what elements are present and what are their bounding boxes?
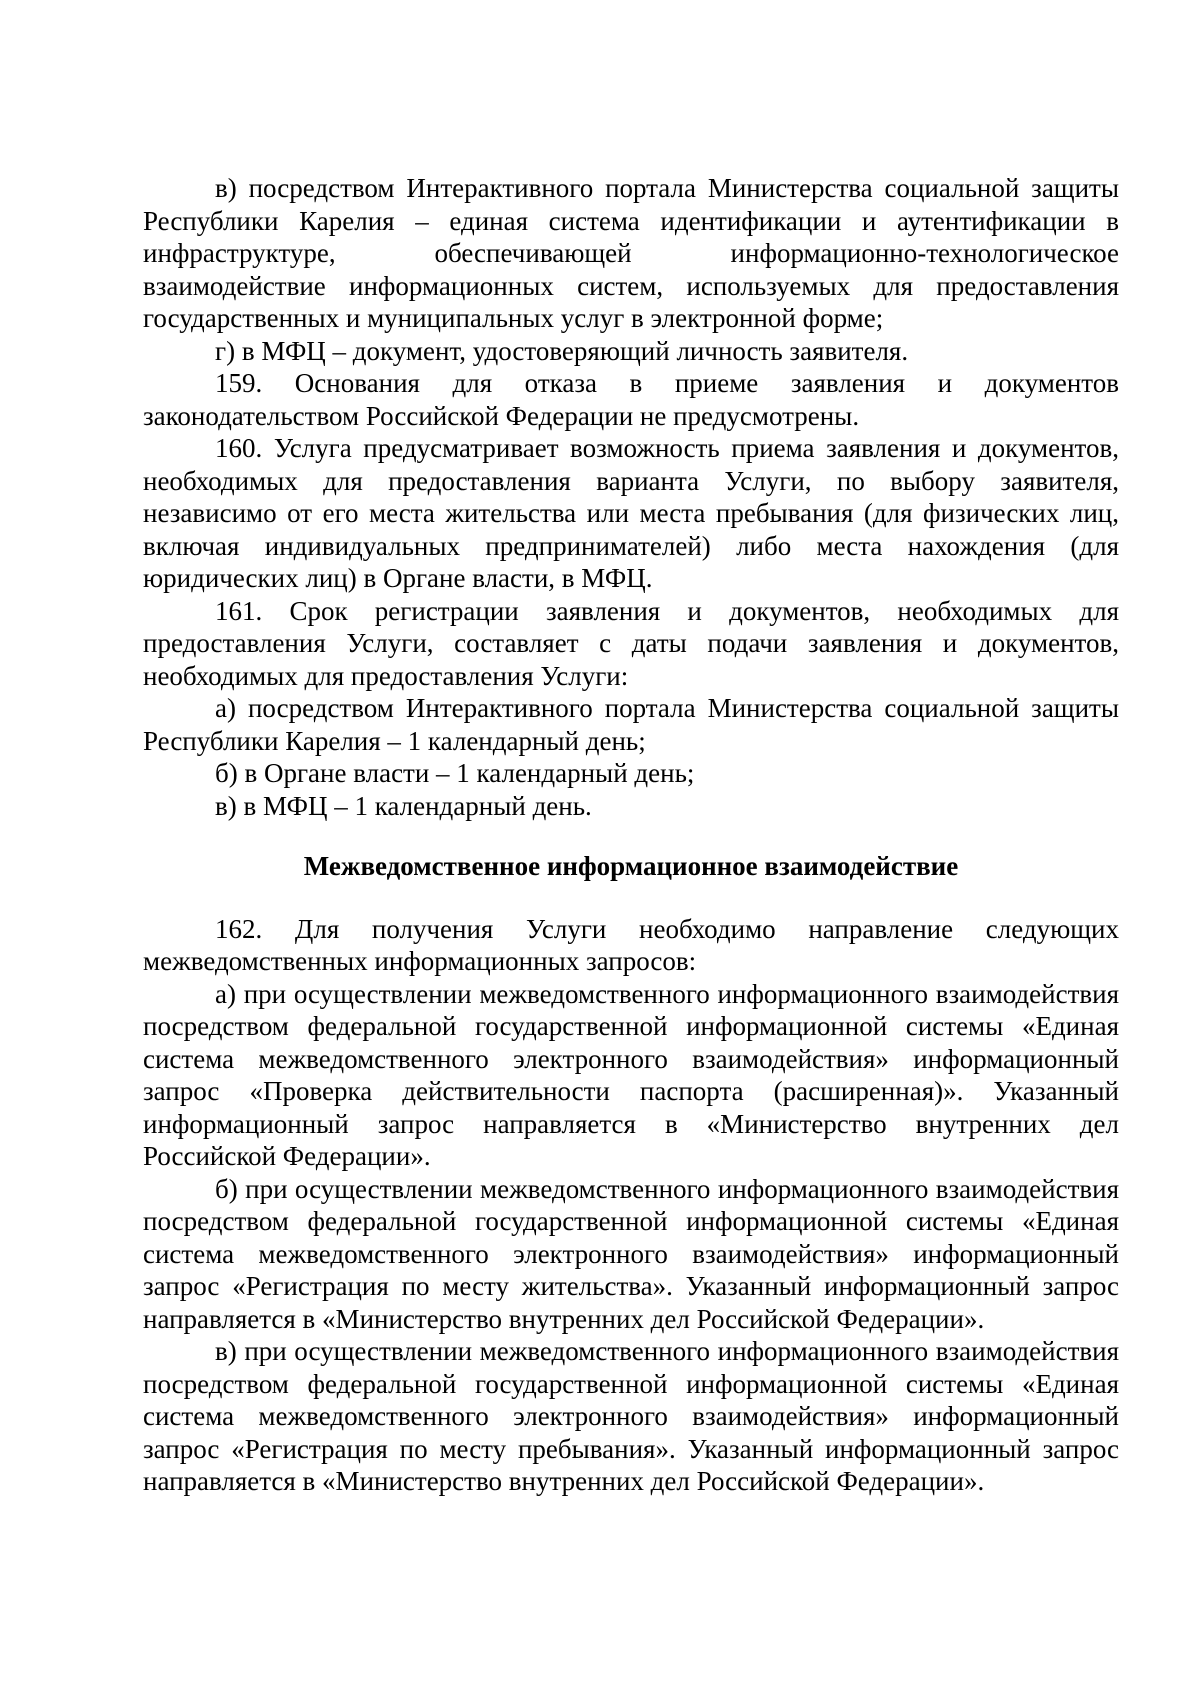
document-page [143,172,1119,1498]
paragraph-161-v: в) в МФЦ – 1 календарный день. [215,790,592,821]
paragraph-159: 159. Основания для отказа в приеме заявления и документов законодательством Российской Федерации не предусмотрены. [143,368,1119,431]
paragraph-161: 161. Срок регистрации заявления и документов, необходимых для предоставления Услуги, составляет с даты подачи заявления и документов, необходимых для предоставления Услуги: [143,595,1119,691]
paragraph-item-g-mfc: г) в МФЦ – документ, удостоверяющий личность заявителя. [215,335,909,366]
paragraph-161-a: а) посредством Интерактивного портала Министерства социальной защиты Республики Карелия – 1 календарный день; [143,693,1119,756]
paragraph-160: 160. Услуга предусматривает возможность приема заявления и документов, необходимых для предоставления варианта Услуги, по выбору заявителя, независимо от его места жительства или места пребывания (для физических лиц, включая индивидуальных предпринимателей) либо места нахождения (для юридических лиц) в Органе власти, в МФЦ. [143,433,1119,593]
section-heading: Межведомственное информационное взаимодействие [303,851,959,881]
paragraph-item-v-portal: в) посредством Интерактивного портала Министерства социальной защиты Республики Карелия – единая система идентификации и аутентификации в инфраструктуре, обеспечивающей информационно-технологическое взаимодействие информационных систем, используемых для предоставления государственных и муниципальных услуг в электронной форме; [143,173,1119,333]
paragraph-162: 162. Для получения Услуги необходимо направление следующих межведомственных информационных запросов: [143,913,1119,976]
paragraph-162-b: б) при осуществлении межведомственного информационного взаимодействия посредством федеральной государственной информационной системы «Единая система межведомственного электронного взаимодействия» информационный запрос «Регистрация по месту жительства». Указанный информационный запрос направляется в «Министерство внутренних дел Российской Федерации». [143,1173,1119,1334]
paragraph-162-v: в) при осуществлении межведомственного информационного взаимодействия посредством федеральной государственной информационной системы «Единая система межведомственного электронного взаимодействия» информационный запрос «Регистрация по месту пребывания». Указанный информационный запрос направляется в «Министерство внутренних дел Российской Федерации». [143,1336,1119,1496]
paragraph-162-a: а) при осуществлении межведомственного информационного взаимодействия посредством федеральной государственной информационной системы «Единая система межведомственного электронного взаимодействия» информационный запрос «Проверка действительности паспорта (расширенная)». Указанный информационный запрос направляется в «Министерство внутренних дел Российской Федерации». [143,978,1119,1171]
paragraph-161-b: б) в Органе власти – 1 календарный день; [215,758,695,788]
